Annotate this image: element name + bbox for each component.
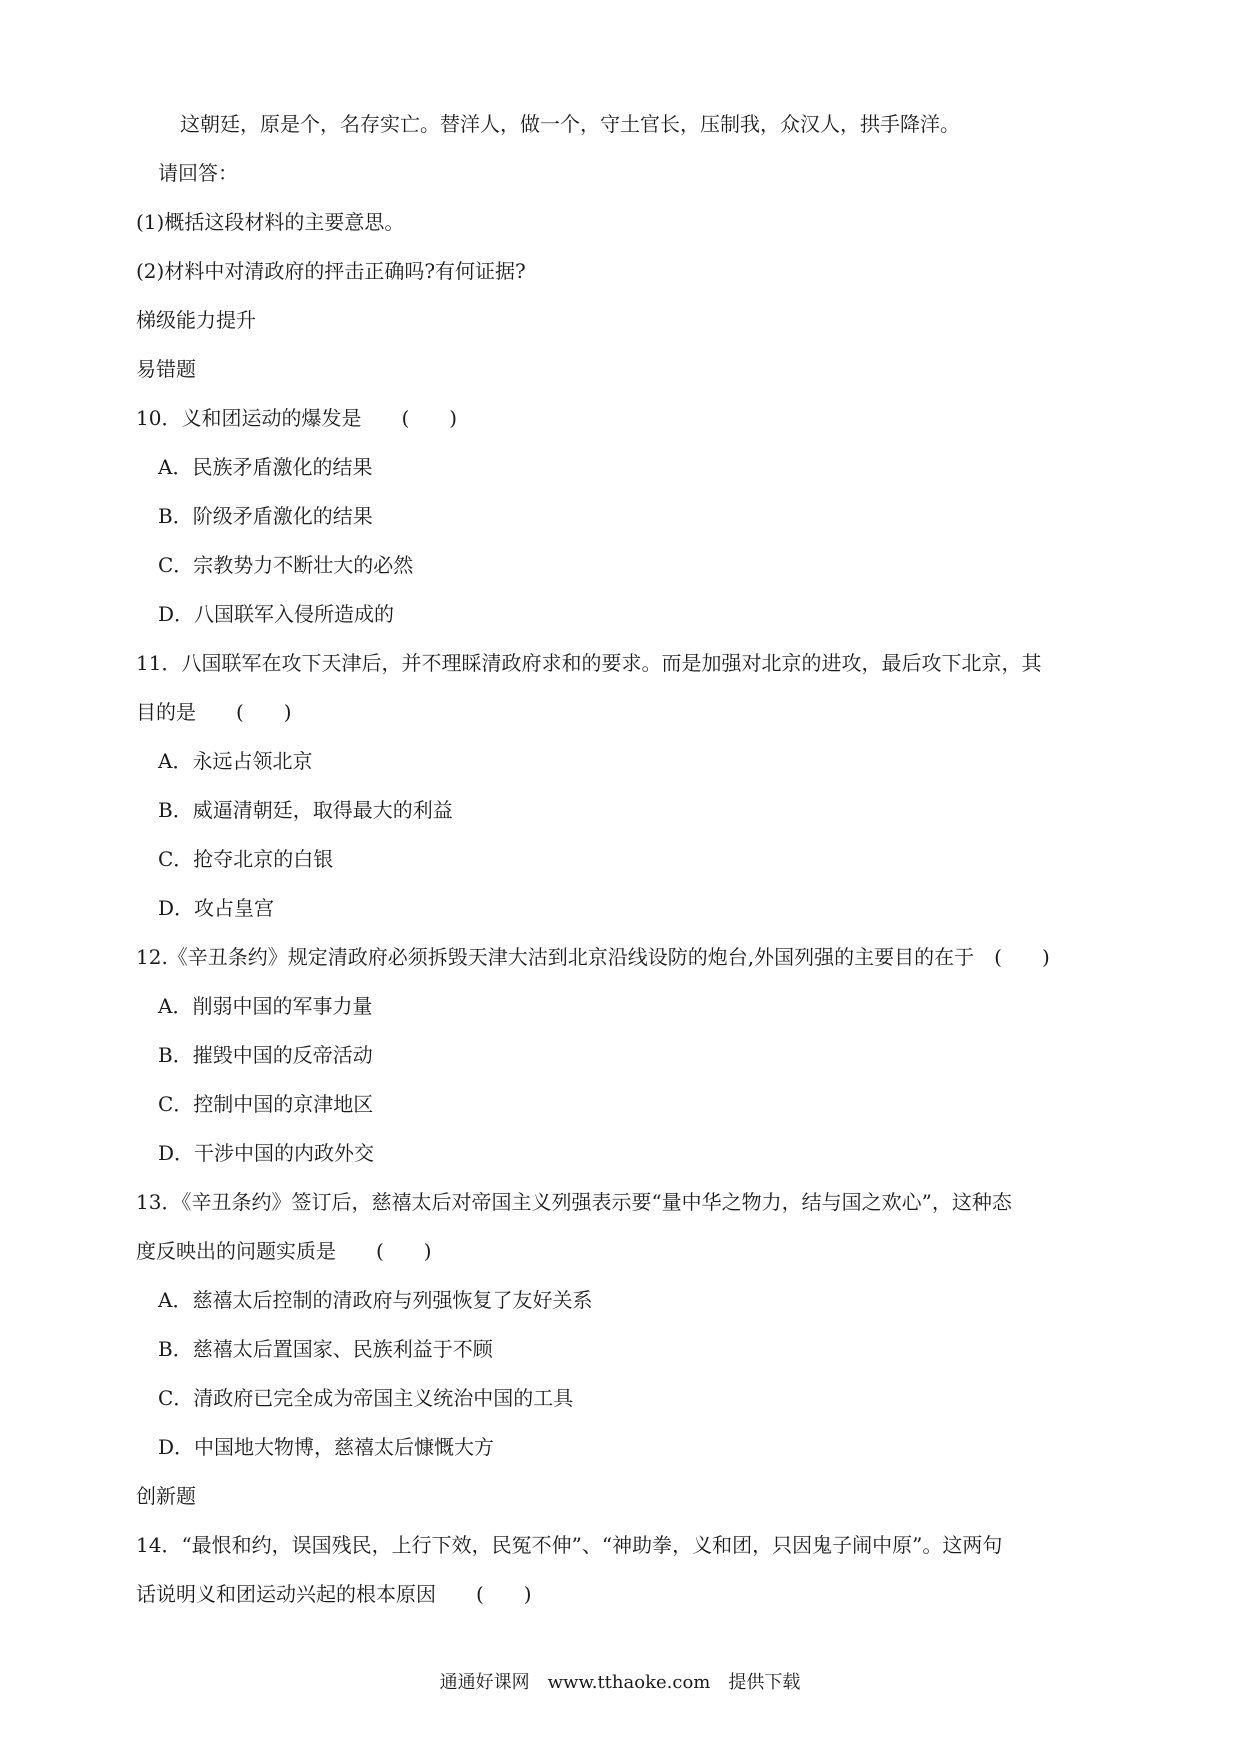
question-12-option-d: D．干涉中国的内政外交 <box>158 1141 375 1165</box>
question-12-option-a: A．削弱中国的军事力量 <box>158 994 373 1018</box>
question-12-stem: 12.《辛丑条约》规定清政府必须拆毁天津大沽到北京沿线设防的炮台,外国列强的主要目的在于 ( ) <box>136 945 1050 969</box>
question-11-option-c: C．抢夺北京的白银 <box>158 847 334 871</box>
section-heading-ladder: 梯级能力提升 <box>136 308 256 332</box>
question-11-stem: 11．八国联军在攻下天津后，并不理睬清政府求和的要求。而是加强对北京的进攻，最后攻下北京，其 <box>136 651 1042 675</box>
question-13-stem: 13．《辛丑条约》签订后，慈禧太后对帝国主义列强表示要“量中华之物力，结与国之欢心”，这种态 <box>136 1190 1012 1214</box>
question-13-option-b: B．慈禧太后置国家、民族利益于不顾 <box>158 1337 493 1361</box>
question-11-option-d: D．攻占皇宫 <box>158 896 275 920</box>
question-10-option-c: C．宗教势力不断壮大的必然 <box>158 553 414 577</box>
question-13-stem-cont: 度反映出的问题实质是 ( ) <box>136 1239 432 1263</box>
question-10-option-a: A．民族矛盾激化的结果 <box>158 455 373 479</box>
section-heading-innovation: 创新题 <box>136 1484 196 1508</box>
material-quote: 这朝廷，原是个，名存实亡。替洋人，做一个，守土官长，压制我，众汉人，拱手降洋。 <box>180 112 960 136</box>
answer-prompt: 请回答： <box>158 161 238 185</box>
question-13-option-a: A．慈禧太后控制的清政府与列强恢复了友好关系 <box>158 1288 593 1312</box>
question-14-stem-cont: 话说明义和团运动兴起的根本原因 ( ) <box>136 1582 532 1606</box>
question-10-option-b: B．阶级矛盾激化的结果 <box>158 504 373 528</box>
question-11-stem-cont: 目的是 ( ) <box>136 700 292 724</box>
question-11-option-a: A．永远占领北京 <box>158 749 313 773</box>
page-footer: 通通好课网 www.tthaoke.com 提供下载 <box>439 1672 801 1693</box>
section-heading-error-prone: 易错题 <box>136 357 196 381</box>
question-12-option-b: B．摧毁中国的反帝活动 <box>158 1043 373 1067</box>
question-10-option-d: D．八国联军入侵所造成的 <box>158 602 395 626</box>
question-13-option-d: D．中国地大物博，慈禧太后慷慨大方 <box>158 1435 495 1459</box>
question-10-stem: 10．义和团运动的爆发是 ( ) <box>136 406 458 430</box>
question-11-option-b: B．威逼清朝廷，取得最大的利益 <box>158 798 453 822</box>
sub-question-1: (1)概括这段材料的主要意思。 <box>136 210 405 234</box>
sub-question-2: (2)材料中对清政府的抨击正确吗?有何证据? <box>136 259 526 283</box>
question-14-stem: 14．“最恨和约，误国残民，上行下效，民冤不伸”、“神助拳，义和团，只因鬼子闹中原”。这两句 <box>136 1533 1003 1557</box>
question-13-option-c: C．清政府已完全成为帝国主义统治中国的工具 <box>158 1386 574 1410</box>
question-12-option-c: C．控制中国的京津地区 <box>158 1092 374 1116</box>
